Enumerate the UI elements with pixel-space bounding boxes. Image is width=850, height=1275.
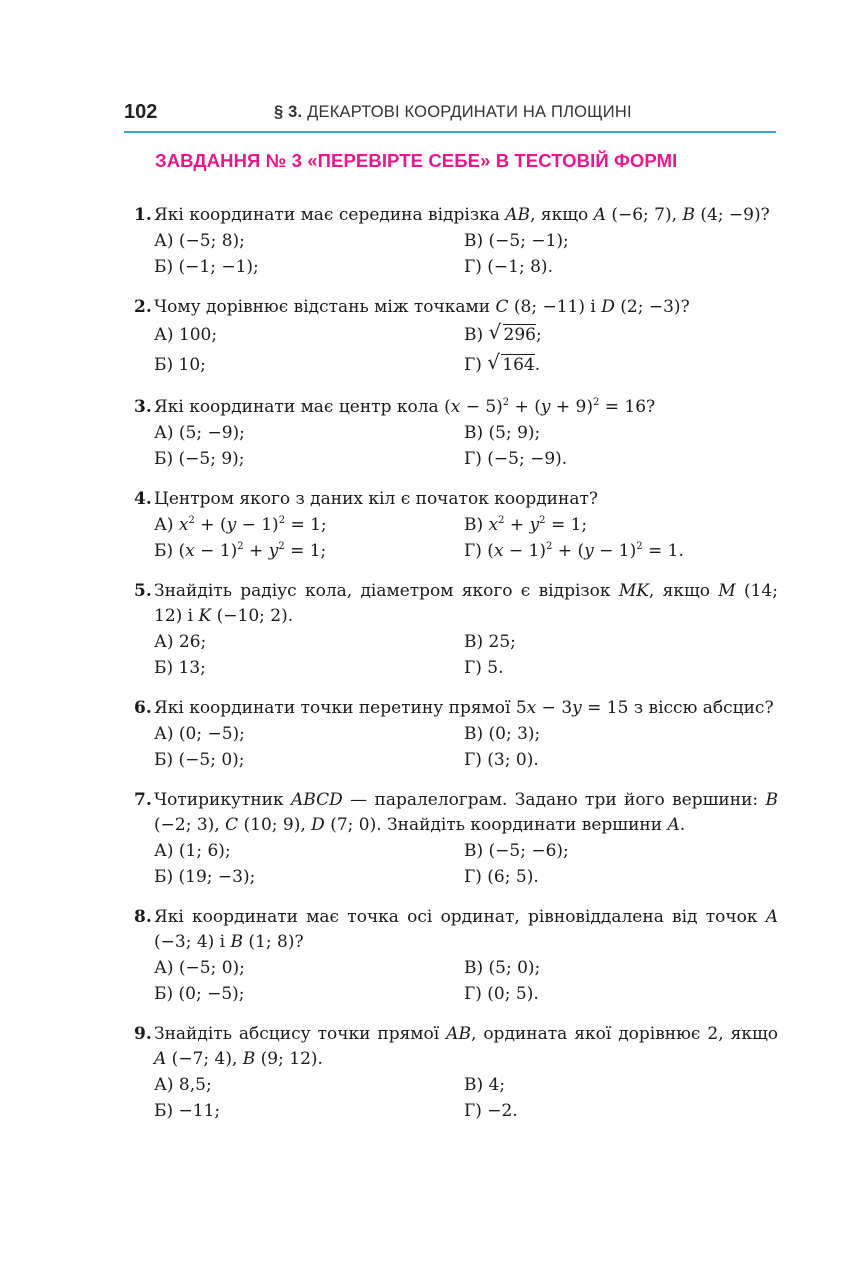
answer-option-b: Б) $(x - 1)^2 + y^2 = 1$; [154, 541, 327, 561]
question-text: 7. Чотирикутник ABCD — паралелограм. Задано три його вершини: B (−2; 3), C (10; 9), D (7; 0). Знайдіть координати вершини A. [134, 790, 779, 835]
answer-option-b: Б) (−1; −1); [154, 257, 259, 277]
question-5 [134, 579, 778, 681]
answer-option-v: В) (5; 0); [464, 958, 541, 978]
question-text: 8. Які координати має точка осі ординат, рівновіддалена від точок A (−3; 4) і B (1; 8)? [134, 907, 778, 952]
answer-options [134, 420, 778, 472]
answer-option-g: Г) (3; 0). [464, 750, 539, 770]
answer-option-a: А) 8,5; [154, 1075, 212, 1095]
answer-option-a: А) (1; 6); [154, 841, 231, 861]
question-text: 1. Які координати має середина відрізка AB, якщо A (−6; 7), B (4; −9)? [134, 203, 778, 228]
answer-option-v: В) 25; [464, 632, 516, 652]
answer-option-b: Б) (−5; 0); [154, 750, 245, 770]
answer-option-v: В) $x^2 + y^2 = 1$; [464, 515, 588, 535]
answer-option-g: Г) (−1; 8). [464, 257, 553, 277]
question-8 [134, 905, 778, 1007]
answer-option-b: Б) −11; [154, 1101, 221, 1121]
answer-option-b: Б) 10; [154, 355, 206, 375]
question-7 [134, 788, 778, 890]
answer-option-b: Б) (0; −5); [154, 984, 245, 1004]
answer-option-a: А) (0; −5); [154, 724, 245, 744]
question-number: 4. [134, 489, 152, 509]
answer-option-g: Г) (0; 5). [464, 984, 539, 1004]
answer-options [134, 629, 778, 681]
question-number: 2. [134, 297, 152, 317]
question-text: 5. Знайдіть радіус кола, діаметром якого є відрізок MK, якщо M (14; 12) і K (−10; 2). [134, 581, 778, 626]
answer-option-a: А) (−5; 0); [154, 958, 245, 978]
answer-options [134, 838, 778, 890]
answer-option-v: В) 4; [464, 1075, 506, 1095]
answer-option-g: Г) −2. [464, 1101, 518, 1121]
answer-option-g: Г) (−5; −9). [464, 449, 568, 469]
question-text: 2. Чому дорівнює відстань між точками C (8; −11) і D (2; −3)? [134, 295, 778, 320]
answer-options [134, 1072, 778, 1124]
question-text: 9. Знайдіть абсцису точки прямої AB, ордината якої дорівнює 2, якщо A (−7; 4), B (9; 12). [134, 1024, 778, 1069]
answer-option-b: Б) (19; −3); [154, 867, 256, 887]
answer-option-v: В) √ 296; [464, 320, 774, 350]
question-number: 6. [134, 698, 152, 718]
answer-option-g: Г) (6; 5). [464, 867, 539, 887]
answer-option-v: В) (−5; −6); [464, 841, 569, 861]
question-number: 8. [134, 907, 152, 927]
test-heading: ЗАВДАННЯ № 3 «ПЕРЕВІРТЕ СЕБЕ» В ТЕСТОВІЙ ФОРМІ [155, 150, 678, 171]
question-1 [134, 203, 778, 280]
answer-options [134, 228, 778, 280]
section-marker: § 3. [274, 103, 303, 121]
question-number: 1. [134, 205, 152, 225]
section-title-text: ДЕКАРТОВІ КООРДИНАТИ НА ПЛОЩИНІ [307, 103, 632, 121]
question-text: 3. Які координати має центр кола $(x - 5)^2 + (y + 9)^2 = 16$? [134, 395, 778, 420]
question-list [134, 203, 778, 1139]
question-number: 9. [134, 1024, 152, 1044]
answer-option-a: А) $x^2 + (y - 1)^2 = 1$; [154, 515, 327, 535]
answer-option-g: Г) 5. [464, 658, 504, 678]
answer-option-v: В) (0; 3); [464, 724, 541, 744]
answer-option-a: А) (−5; 8); [154, 231, 245, 251]
answer-options [134, 512, 778, 564]
answer-options [134, 955, 778, 1007]
answer-option-b: Б) 13; [154, 658, 206, 678]
question-2 [134, 295, 778, 380]
square-root: √ 164 [487, 350, 535, 375]
question-3 [134, 395, 778, 472]
answer-option-a: А) 100; [154, 325, 218, 345]
section-title [274, 103, 632, 122]
answer-options [134, 320, 778, 380]
page-header [124, 97, 776, 133]
answer-option-g: Г) √ 164. [464, 350, 774, 380]
answer-option-b: Б) (−5; 9); [154, 449, 245, 469]
answer-option-g: Г) $(x - 1)^2 + (y - 1)^2 = 1$. [464, 541, 684, 561]
question-text: 4. Центром якого з даних кіл є початок координат? [134, 487, 778, 512]
question-9 [134, 1022, 778, 1124]
page-number: 102 [124, 101, 158, 123]
square-root: √ 296 [488, 320, 536, 345]
answer-option-a: А) 26; [154, 632, 207, 652]
answer-option-v: В) (5; 9); [464, 423, 541, 443]
question-number: 7. [134, 790, 152, 810]
answer-option-a: А) (5; −9); [154, 423, 245, 443]
answer-option-v: В) (−5; −1); [464, 231, 569, 251]
question-4 [134, 487, 778, 564]
question-number: 3. [134, 397, 152, 417]
question-6 [134, 696, 778, 773]
question-number: 5. [134, 581, 152, 601]
question-text: 6. Які координати точки перетину прямої 5x − 3y = 15 з віссю абсцис? [134, 696, 778, 721]
answer-options [134, 721, 778, 773]
